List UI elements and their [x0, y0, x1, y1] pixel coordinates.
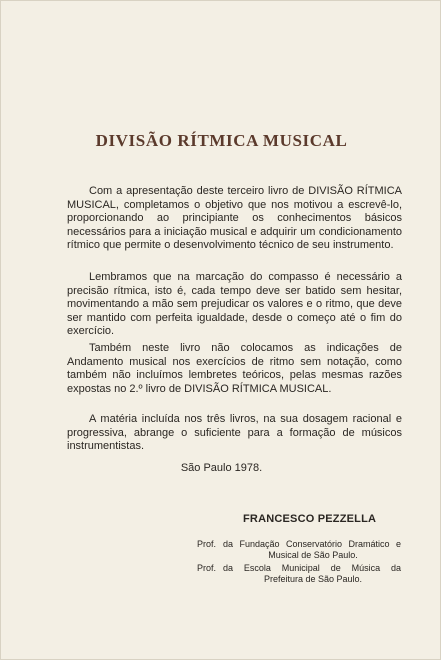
author-credential-2: [197, 563, 403, 585]
paragraph-3: Também neste livro não colocamos as indicações de Andamento musical nos exercícios de ritmo sem notação, como também não incluímos lembretes teóricos, pelas mesmas razões expostas no 2.º livro de DIVISÃO RÍTMICA MUSICAL.: [67, 342, 402, 395]
author-credential-1: [197, 539, 403, 561]
author-name: FRANCESCO PEZZELLA: [243, 513, 377, 525]
credential-line: Musical de São Paulo.: [268, 550, 358, 560]
credential-prefix: Prof.: [197, 563, 217, 573]
credential-line: Prefeitura de São Paulo.: [263, 574, 363, 584]
page-title: DIVISÃO RÍTMICA MUSICAL: [95, 131, 348, 150]
credential-prefix: Prof.: [197, 539, 217, 549]
paragraph-4: A matéria incluída nos três livros, na sua dosagem racional e progressiva, abrange o suficiente para a formação de músicos instrumentistas.: [67, 413, 402, 452]
place-date: São Paulo 1978.: [180, 462, 263, 474]
credential-line: da Fundação Conservatório Dramático e: [223, 539, 401, 549]
paragraph-2: Lembramos que na marcação do compasso é necessário a precisão rítmica, isto é, cada tempo deve ser batido sem hesitar, movimentando a mão sem prejudicar os valores e o ritmo, que deve ser mantido com perfeita igualdade, desde o começo até o fim do exercício.: [67, 271, 402, 337]
paragraph-1: Com a apresentação deste terceiro livro de DIVISÃO RÍTMICA MUSICAL, completamos o objetivo que nos motivou a escrevê-lo, proporcionando ao principiante os conhecimentos básicos necessários para a iniciação musical e adquirir um condicionamento rítmico que permite o desenvolvimento técnico de seu instrumento.: [67, 185, 402, 251]
credential-line: da Escola Municipal de Música da: [223, 563, 401, 573]
